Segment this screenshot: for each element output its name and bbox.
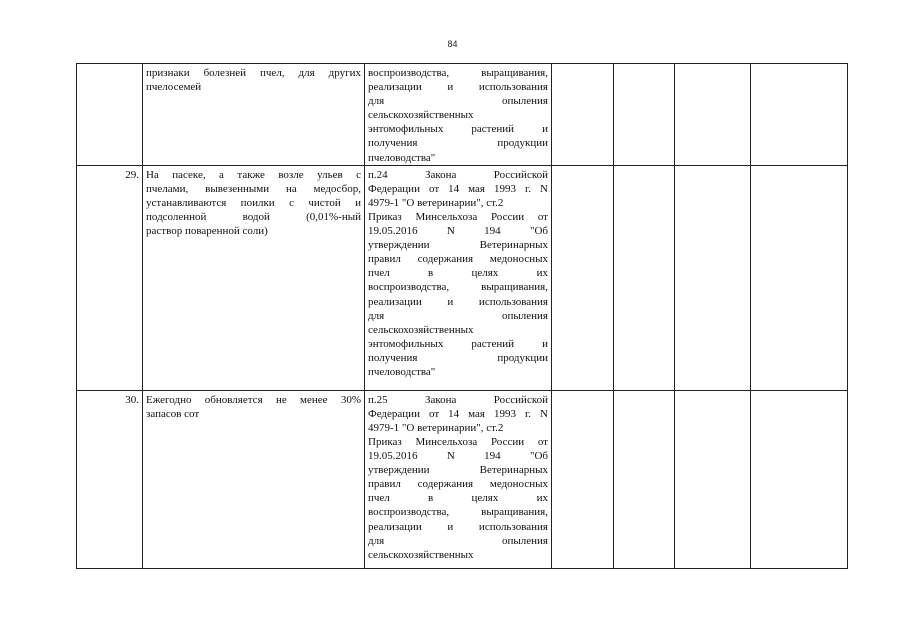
legal-act-line: сельскохозяйственных [368,323,474,336]
empty-cell-na [675,390,751,568]
legal-act-line: 19.05.2016 N 194 "Об [368,450,548,463]
empty-cell-no [614,64,675,166]
requirement-line: раствор поваренной соли) [146,225,268,238]
empty-cell-na [675,165,751,390]
requirement-line: Ежегодно обновляется не менее 30% [146,393,361,406]
empty-cell-no [614,165,675,390]
table-row [77,165,848,390]
legal-act-line: пчел в целях их [368,492,548,505]
legal-act-cell [365,165,552,390]
requirements-table [76,63,848,569]
requirement-line: запасов сот [146,407,200,420]
legal-act-line: сельскохозяйственных [368,109,474,122]
legal-act-cell [365,64,552,166]
requirement-line: устанавливаются поилки с чистой и [146,196,361,209]
requirement-line: На пасеке, а также возле ульев с [146,168,361,181]
legal-act-line: реализации и использования [368,520,548,533]
legal-act-line: 4979-1 "О ветеринарии", ст.2 [368,421,504,434]
legal-act-line: пчел в целях их [368,267,548,280]
legal-act-line: правил содержания медоносных [368,253,548,266]
legal-act-line: п.25 Закона Российской [368,393,548,406]
legal-act-line: Федерации от 14 мая 1993 г. N [368,182,548,195]
table-row [77,64,848,166]
legal-act-line: получения продукции [368,137,548,150]
legal-act-line: воспроизводства, выращивания, [368,281,548,294]
legal-act-line: энтомофильных растений и [368,337,548,350]
requirement-cell [143,165,365,390]
legal-act-line: п.24 Закона Российской [368,168,548,181]
requirement-line: пчелами, вывезенными на медосбор, [146,182,361,195]
legal-act-line: 19.05.2016 N 194 "Об [368,225,548,238]
requirement-cell [143,64,365,166]
legal-act-line: для опыления [368,309,548,322]
empty-cell-no [614,390,675,568]
empty-cell-yes [552,390,614,568]
legal-act-line: получения продукции [368,351,548,364]
empty-cell-note [751,390,848,568]
requirement-line: пчелосемей [146,81,202,94]
row-number: 29. [77,165,143,390]
empty-cell-yes [552,165,614,390]
legal-act-line: сельскохозяйственных [368,548,474,561]
legal-act-line: Федерации от 14 мая 1993 г. N [368,407,548,420]
requirement-cell [143,390,365,568]
row-number: 30. [77,390,143,568]
legal-act-line: пчеловодства" [368,151,436,164]
legal-act-line: энтомофильных растений и [368,123,548,136]
empty-cell-note [751,64,848,166]
table-row [77,390,848,568]
requirement-line: признаки болезней пчел, для других [146,67,361,79]
empty-cell-yes [552,64,614,166]
legal-act-line: воспроизводства, выращивания, [368,506,548,519]
legal-act-line: утверждении Ветеринарных [368,464,548,477]
legal-act-line: реализации и использования [368,81,548,94]
page-number: 84 [447,39,458,49]
legal-act-line: Приказ Минсельхоза России от [368,435,548,448]
row-number [77,64,143,166]
legal-act-line: для опыления [368,95,548,108]
legal-act-line: пчеловодства" [368,365,436,378]
legal-act-line: Приказ Минсельхоза России от [368,210,548,223]
legal-act-line: для опыления [368,534,548,547]
legal-act-line: реализации и использования [368,295,548,308]
legal-act-cell [365,390,552,568]
requirement-line: подсоленной водой (0,01%-ный [146,210,361,223]
empty-cell-note [751,165,848,390]
legal-act-line: правил содержания медоносных [368,478,548,491]
legal-act-line: воспроизводства, выращивания, [368,67,548,79]
legal-act-line: 4979-1 "О ветеринарии", ст.2 [368,196,504,209]
legal-act-line: утверждении Ветеринарных [368,239,548,252]
empty-cell-na [675,64,751,166]
